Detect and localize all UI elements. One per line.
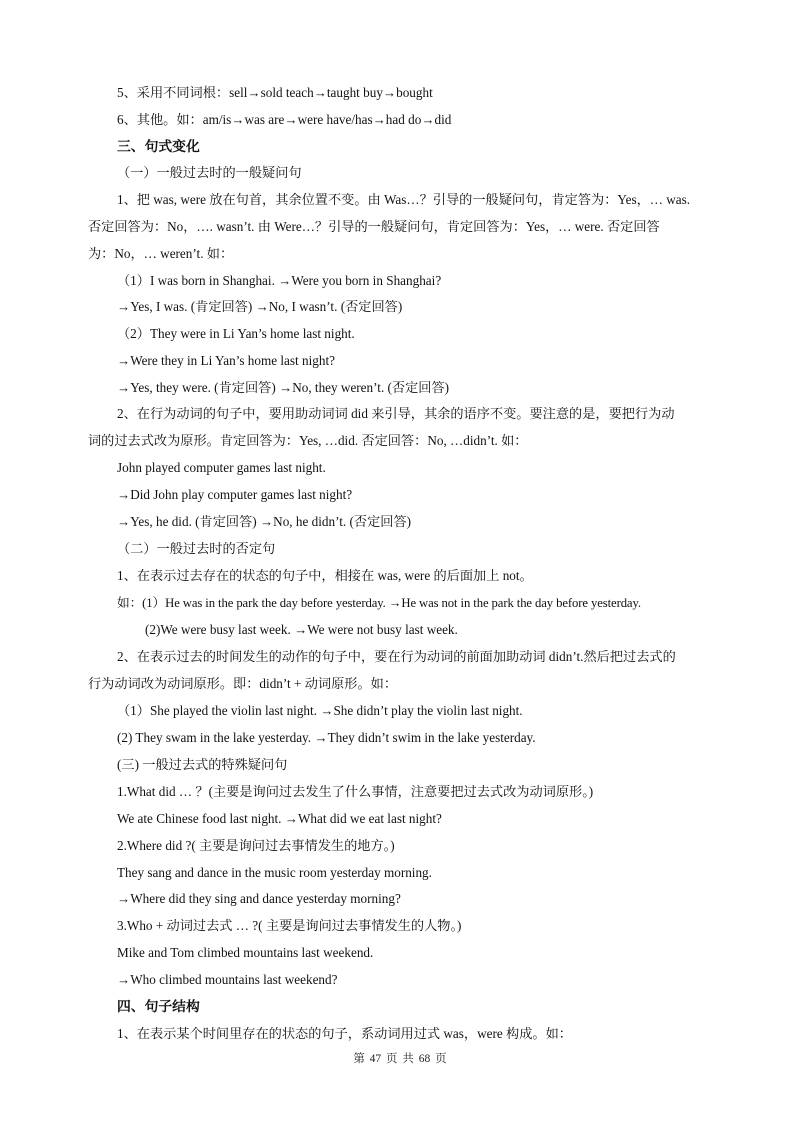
text-line: 否定回答为：No，…. wasn’t. 由 Were…？引导的一般疑问句，肯定回答为：Yes，… were. 否定回答: [88, 219, 660, 234]
text-line: 1、在表示某个时间里存在的状态的句子，系动词用过式 was，were 构成。如：: [117, 1026, 572, 1041]
subsection-heading: (三) 一般过去式的特殊疑问句: [117, 757, 288, 772]
text-line: 2.Where did ?( 主要是询问过去事情发生的地方。): [117, 838, 395, 853]
text-line: 2、在行为动词的句子中，要用助动词词 did 来引导，其余的语序不变。要注意的是，要把行为动: [117, 406, 675, 421]
text-line: 6、其他。如：am/is→was are→were have/has→had do→did: [117, 112, 452, 127]
text-line: 1.What did … ？(主要是询问过去发生了什么事情，注意要把过去式改为动词原形。): [117, 784, 594, 799]
example-line: →Were they in Li Yan’s home last night?: [117, 353, 335, 368]
text-line: 为：No，… weren’t. 如：: [88, 246, 234, 261]
text-line: 1、把 was, were 放在句首，其余位置不变。由 Was…？引导的一般疑问句，肯定答为：Yes，… was.: [117, 192, 691, 207]
example-line: （1）She played the violin last night. →She didn’t play the violin last night.: [117, 703, 523, 718]
text-line: 行为动词改为动词原形。即：didn’t + 动词原形。如：: [88, 676, 398, 691]
example-line: 如：(1）He was in the park the day before yesterday. →He was not in the park the day before yesterday.: [117, 596, 641, 610]
example-line: →Who climbed mountains last weekend?: [117, 972, 338, 987]
subsection-heading: （一）一般过去时的一般疑问句: [117, 165, 302, 180]
section-heading: 三、句式变化: [117, 139, 200, 154]
example-line: →Yes, he did. (肯定回答) →No, he didn’t. (否定回答): [117, 514, 412, 529]
example-line: (2)We were busy last week. →We were not busy last week.: [145, 622, 458, 637]
text-line: 5、采用不同词根：sell→sold teach→taught buy→bought: [117, 85, 433, 100]
example-line: （1）I was born in Shanghai. →Were you born in Shanghai?: [117, 273, 442, 288]
text-line: 3.Who + 动词过去式 … ?( 主要是询问过去事情发生的人物。): [117, 918, 462, 933]
example-line: (2) They swam in the lake yesterday. →They didn’t swim in the lake yesterday.: [117, 730, 536, 745]
page-number-footer: 第 47 页 共 68 页: [353, 1053, 447, 1065]
section-heading: 四、句子结构: [117, 999, 200, 1014]
subsection-heading: （二）一般过去时的否定句: [117, 541, 276, 556]
text-line: 2、在表示过去的时间发生的动作的句子中，要在行为动词的前面加助动词 didn’t.然后把过去式的: [117, 649, 676, 664]
text-line: 词的过去式改为原形。肯定回答为：Yes, …did. 否定回答：No, …didn’t. 如：: [88, 433, 528, 448]
example-line: They sang and dance in the music room yesterday morning.: [117, 865, 432, 880]
example-line: →Did John play computer games last night?: [117, 487, 353, 502]
example-line: Mike and Tom climbed mountains last weekend.: [117, 945, 374, 960]
text-line: 1、在表示过去存在的状态的句子中，相接在 was, were 的后面加上 not。: [117, 568, 533, 583]
example-line: →Yes, they were. (肯定回答) →No, they weren’t. (否定回答): [117, 380, 450, 395]
example-line: →Where did they sing and dance yesterday morning?: [117, 891, 401, 906]
example-line: （2）They were in Li Yan’s home last night.: [117, 326, 355, 341]
example-line: We ate Chinese food last night. →What did we eat last night?: [117, 811, 442, 826]
example-line: John played computer games last night.: [117, 460, 326, 475]
example-line: →Yes, I was. (肯定回答) →No, I wasn’t. (否定回答): [117, 299, 403, 314]
